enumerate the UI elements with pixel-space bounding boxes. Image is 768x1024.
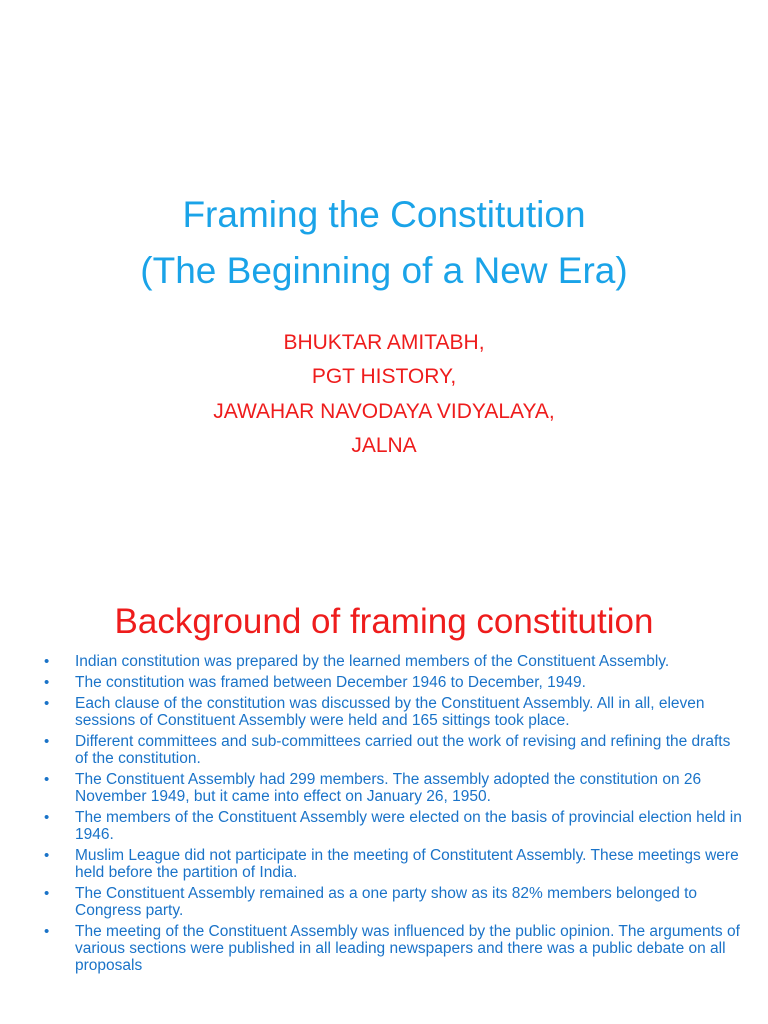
bullet-text: Indian constitution was prepared by the learned members of the Constituent Assembly. (75, 653, 670, 670)
bullet-icon: • (44, 809, 50, 826)
bullet-list (0, 653, 768, 978)
bullet-text: Each clause of the constitution was discussed by the Constituent Assembly. All in all, eleven sessions of Constituent Assembly were held and 165 sittings took place. (75, 695, 705, 729)
bullet-text: Muslim League did not participate in the meeting of Constitutent Assembly. These meetings were held before the partition of India. (75, 847, 739, 881)
slide-title-line-1: Framing the Constitution (182, 194, 586, 235)
bullet-item (0, 674, 768, 691)
bullet-icon: • (44, 695, 50, 712)
bullet-text: The Constituent Assembly had 299 members. The assembly adopted the constitution on 26 November 1949, but it came into effect on January 26, 1950. (75, 771, 702, 805)
bullet-icon: • (44, 674, 50, 691)
bullet-text: The Constituent Assembly remained as a one party show as its 82% members belonged to Congress party. (75, 885, 698, 919)
slide-heading: Background of framing constitution (114, 602, 654, 641)
bullet-text: The constitution was framed between December 1946 to December, 1949. (75, 674, 586, 691)
bullet-item (0, 653, 768, 670)
bullet-icon: • (44, 733, 50, 750)
author-designation: PGT HISTORY, (311, 365, 457, 388)
bullet-item (0, 809, 768, 843)
bullet-text: The meeting of the Constituent Assembly was influenced by the public opinion. The arguments of various sections were published in all leading newspapers and there was a public debate on all proposals (75, 923, 740, 974)
bullet-item (0, 885, 768, 919)
bullet-icon: • (44, 885, 50, 902)
bullet-text: Different committees and sub-committees carried out the work of revising and refining the drafts of the constitution. (75, 733, 731, 767)
bullet-item (0, 695, 768, 729)
bullet-text: The members of the Constituent Assembly were elected on the basis of provincial election held in 1946. (75, 809, 742, 843)
slide-title-line-2: (The Beginning of a New Era) (140, 250, 628, 291)
bullet-item (0, 923, 768, 974)
bullet-item (0, 771, 768, 805)
bullet-item (0, 847, 768, 881)
author-name: BHUKTAR AMITABH, (283, 331, 485, 354)
bullet-icon: • (44, 923, 50, 940)
content-slide (0, 575, 768, 1024)
author-school: JAWAHAR NAVODAYA VIDYALAYA, (213, 400, 555, 423)
bullet-icon: • (44, 771, 50, 788)
bullet-item (0, 733, 768, 767)
bullet-icon: • (44, 653, 50, 670)
bullet-icon: • (44, 847, 50, 864)
author-location: JALNA (351, 434, 417, 457)
